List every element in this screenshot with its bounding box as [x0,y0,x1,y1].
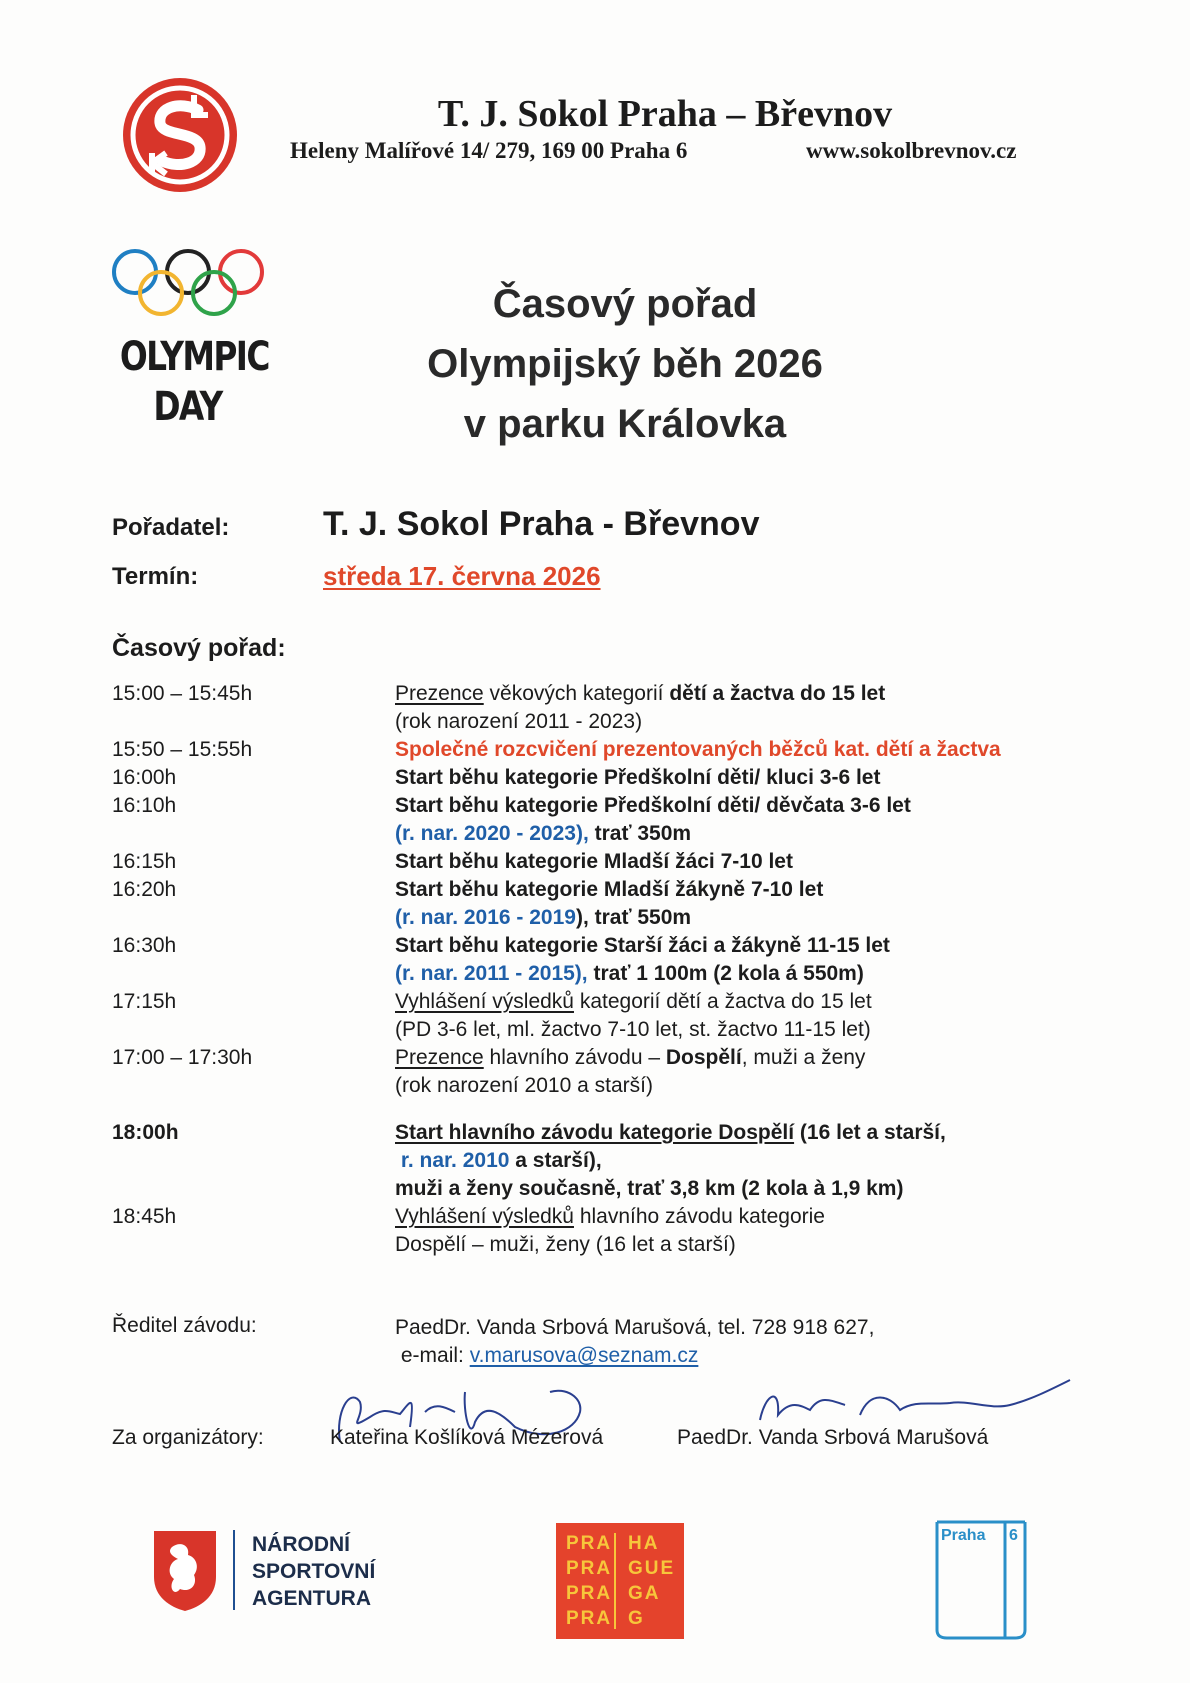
organizer-value: T. J. Sokol Praha - Břevnov [323,505,760,543]
praha-logo-text: HA [628,1533,660,1554]
organizers-label: Za organizátory: [112,1426,264,1449]
schedule-text: dětí a žactva do 15 let [669,682,886,705]
nsa-line: NÁRODNÍ [252,1533,350,1556]
schedule-text: Start běhu kategorie Mladší žáci 7-10 let [395,850,793,873]
schedule-desc [395,792,1095,848]
praha6-text: Praha [941,1527,986,1544]
schedule-text: Vyhlášení výsledků [395,1205,574,1228]
praha-logo-text: PRA [566,1533,613,1554]
schedule-text: Start běhu kategorie Předškolní děti/ kluci 3-6 let [395,766,881,789]
praha-logo-text: G [628,1608,645,1629]
nsa-line: AGENTURA [252,1587,371,1610]
director-line: PaedDr. Vanda Srbová Marušová, tel. 728 918 627, [395,1316,875,1339]
praha-6-logo [935,1520,1027,1640]
schedule-desc [395,1203,1095,1259]
schedule-time: 17:00 – 17:30h [112,1046,253,1069]
schedule-time: 15:50 – 15:55h [112,738,253,761]
title-line-3: v parku Královka [463,402,787,446]
schedule-desc [395,988,1095,1044]
schedule-desc [395,932,1095,988]
organizer-person-2: PaedDr. Vanda Srbová Marušová [677,1426,989,1449]
director-label: Ředitel závodu: [112,1314,257,1337]
olympic-day-line1: OLYMPIC [119,334,269,380]
schedule-desc [395,680,1095,736]
schedule-text: a starší), [509,1149,602,1172]
schedule-text: muži a ženy současně, trať 3,8 km (2 kola à 1,9 km) [395,1177,904,1200]
schedule-time: 16:15h [112,850,177,873]
schedule-desc [395,1119,1095,1203]
schedule-text: Společné rozcvičení prezentovaných běžců kat. dětí a žactva [395,738,1001,761]
praha-logo-text: PRA [566,1558,613,1579]
schedule-text: hlavního závodu – [483,1046,666,1069]
schedule-text: Vyhlášení výsledků [395,990,574,1013]
email-label: e-mail: [400,1344,470,1367]
schedule-label: Časový pořad: [112,634,286,662]
schedule-text: Prezence [395,682,484,705]
schedule-time: 16:30h [112,934,177,957]
olympic-day-line2: DAY [153,384,222,430]
schedule-text: ), trať 550m [575,906,692,929]
email-link[interactable]: v.marusova@seznam.cz [469,1344,699,1367]
schedule-time: 16:00h [112,766,177,789]
director-info [395,1314,874,1370]
czech-lion-emblem-icon [150,1527,220,1613]
schedule-text: Dospělí – muži, ženy (16 let a starší) [395,1233,736,1256]
schedule-text: kategorií dětí a žactva do 15 let [573,990,872,1013]
praha-logo-text: PRA [566,1583,613,1604]
schedule-text: (16 let a starší, [794,1121,946,1144]
schedule-text: Start běhu kategorie Starší žáci a žákyně 11-15 let [395,934,890,957]
schedule-text: (rok narození 2011 - 2023) [395,710,643,733]
title-line-2: Olympijský běh 2026 [427,342,823,386]
nsa-logo-text [252,1531,375,1612]
nsa-line: SPORTOVNÍ [252,1560,376,1583]
schedule-text: Start běhu kategorie Mladší žákyně 7-10 let [395,878,824,901]
schedule-text: trať 1 100m (2 kola á 550m) [587,962,864,985]
praha-logo-text: PRA [566,1608,613,1629]
organizer-person-1: Kateřina Košlíková Mézerová [330,1426,604,1449]
praha-logo [556,1523,684,1639]
org-website[interactable]: www.sokolbrevnov.cz [806,138,1017,163]
praha-logo-text: GA [628,1583,661,1604]
olympic-rings-icon [110,248,266,318]
schedule-time: 16:10h [112,794,177,817]
schedule-text: věkových kategorií [483,682,670,705]
org-address: Heleny Malířové 14/ 279, 169 00 Praha 6 [290,138,688,163]
schedule-time: 18:45h [112,1205,177,1228]
org-title: T. J. Sokol Praha – Břevnov [437,93,893,135]
schedule-text: , muži a ženy [741,1046,866,1069]
schedule-text: (r. nar. 2011 - 2015), [395,962,588,985]
schedule-text: Start běhu kategorie Předškolní děti/ děvčata 3-6 let [395,794,911,817]
olympic-day-logo [119,332,269,432]
schedule-time: 15:00 – 15:45h [112,682,253,705]
schedule-text: r. nar. 2010 [400,1149,510,1172]
schedule-text: trať 350m [588,822,692,845]
schedule-time: 17:15h [112,990,177,1013]
schedule-time: 18:00h [112,1121,179,1144]
schedule-time: 16:20h [112,878,177,901]
schedule-desc [395,1044,1095,1100]
organizer-label: Pořadatel: [112,514,230,541]
nsa-divider [233,1530,235,1610]
schedule-text: Dospělí [665,1046,742,1069]
schedule-text: (rok narození 2010 a starší) [395,1074,653,1097]
sokol-logo [120,75,240,195]
schedule-text: (PD 3-6 let, ml. žactvo 7-10 let, st. žactvo 11-15 let) [395,1018,871,1041]
praha-logo-text: GUE [628,1558,676,1579]
date-label: Termín: [112,563,199,590]
schedule-text: Prezence [395,1046,484,1069]
praha6-number: 6 [1009,1527,1018,1544]
schedule-text: (r. nar. 2020 - 2023), [395,822,589,845]
schedule-text: (r. nar. 2016 - 2019 [395,906,576,929]
title-line-1: Časový pořad [492,282,758,326]
schedule-text: hlavního závodu kategorie [573,1205,825,1228]
schedule-text: Start hlavního závodu kategorie Dospělí [395,1121,795,1144]
date-value: středa 17. června 2026 [323,561,601,591]
schedule-desc [395,876,1095,932]
